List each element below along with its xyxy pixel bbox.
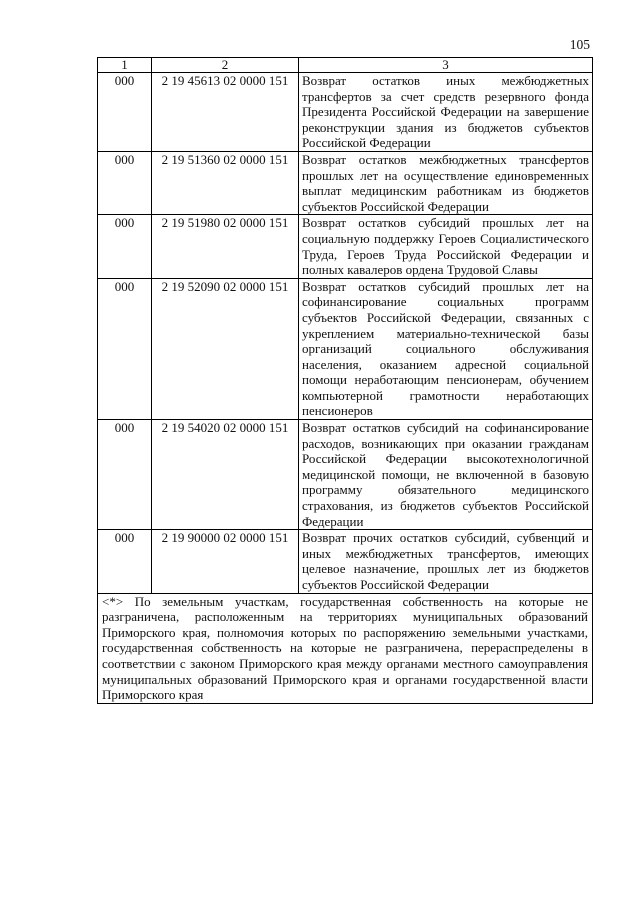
description-cell: Возврат остатков иных межбюджетных трансфертов за счет средств резервного фонда Президента Российской Федерации на завершение реконструкции здания из бюджетов субъектов Российской Федерации bbox=[299, 73, 593, 152]
description-cell: Возврат остатков субсидий прошлых лет на социальную поддержку Героев Социалистического Труда, Героев Труда Российской Федерации и полных кавалеров ордена Трудовой Славы bbox=[299, 215, 593, 278]
admin-code-cell: 000 bbox=[98, 73, 152, 152]
description-cell: Возврат остатков субсидий на софинансирование расходов, возникающих при оказании гражданам Российской Федерации высокотехнологичной медицинской помощи, не включенной в базовую программу обязательного медицинского страхования, из бюджетов субъектов Российской Федерации bbox=[299, 420, 593, 530]
table-row bbox=[98, 420, 593, 530]
footnote-row bbox=[98, 593, 593, 703]
admin-code-cell: 000 bbox=[98, 530, 152, 593]
budget-code-cell: 2 19 54020 02 0000 151 bbox=[152, 420, 299, 530]
description-cell: Возврат остатков межбюджетных трансфертов прошлых лет на осуществление единовременных выплат медицинским работникам из бюджетов субъектов Российской Федерации bbox=[299, 151, 593, 214]
budget-code-cell: 2 19 90000 02 0000 151 bbox=[152, 530, 299, 593]
table-row bbox=[98, 151, 593, 214]
footnote-text: <*> По земельным участкам, государственная собственность на которые не разграничена, расположенным на территориях муниципальных образований Приморского края, полномочия которых по распоряжению земельными участками, государственная собственность на которые не разграничена, перераспределены в соответствии с законом Приморского края между органами местного самоуправления муниципальных образований Приморского края и органами государственной власти Приморского края bbox=[98, 593, 593, 703]
column-header-3: 3 bbox=[299, 58, 593, 73]
admin-code-cell: 000 bbox=[98, 278, 152, 419]
budget-code-cell: 2 19 51980 02 0000 151 bbox=[152, 215, 299, 278]
budget-code-cell: 2 19 52090 02 0000 151 bbox=[152, 278, 299, 419]
admin-code-cell: 000 bbox=[98, 151, 152, 214]
table-row bbox=[98, 278, 593, 419]
table-row bbox=[98, 215, 593, 278]
table-header-row bbox=[98, 58, 593, 73]
budget-code-cell: 2 19 45613 02 0000 151 bbox=[152, 73, 299, 152]
budget-code-cell: 2 19 51360 02 0000 151 bbox=[152, 151, 299, 214]
admin-code-cell: 000 bbox=[98, 420, 152, 530]
table-row bbox=[98, 73, 593, 152]
page-number: 105 bbox=[569, 37, 590, 52]
description-cell: Возврат остатков субсидий прошлых лет на софинансирование социальных программ субъектов Российской Федерации, связанных с укреплением материально-технической базы организаций социального обслуживания населения, оказанием адресной социальной помощи неработающим пенсионерам, обучением компьютерной грамотности неработающих пенсионеров bbox=[299, 278, 593, 419]
admin-code-cell: 000 bbox=[98, 215, 152, 278]
column-header-1: 1 bbox=[98, 58, 152, 73]
description-cell: Возврат прочих остатков субсидий, субвенций и иных межбюджетных трансфертов, имеющих целевое назначение, прошлых лет из бюджетов субъектов Российской Федерации bbox=[299, 530, 593, 593]
column-header-2: 2 bbox=[152, 58, 299, 73]
budget-classification-table bbox=[97, 57, 593, 704]
table-row bbox=[98, 530, 593, 593]
